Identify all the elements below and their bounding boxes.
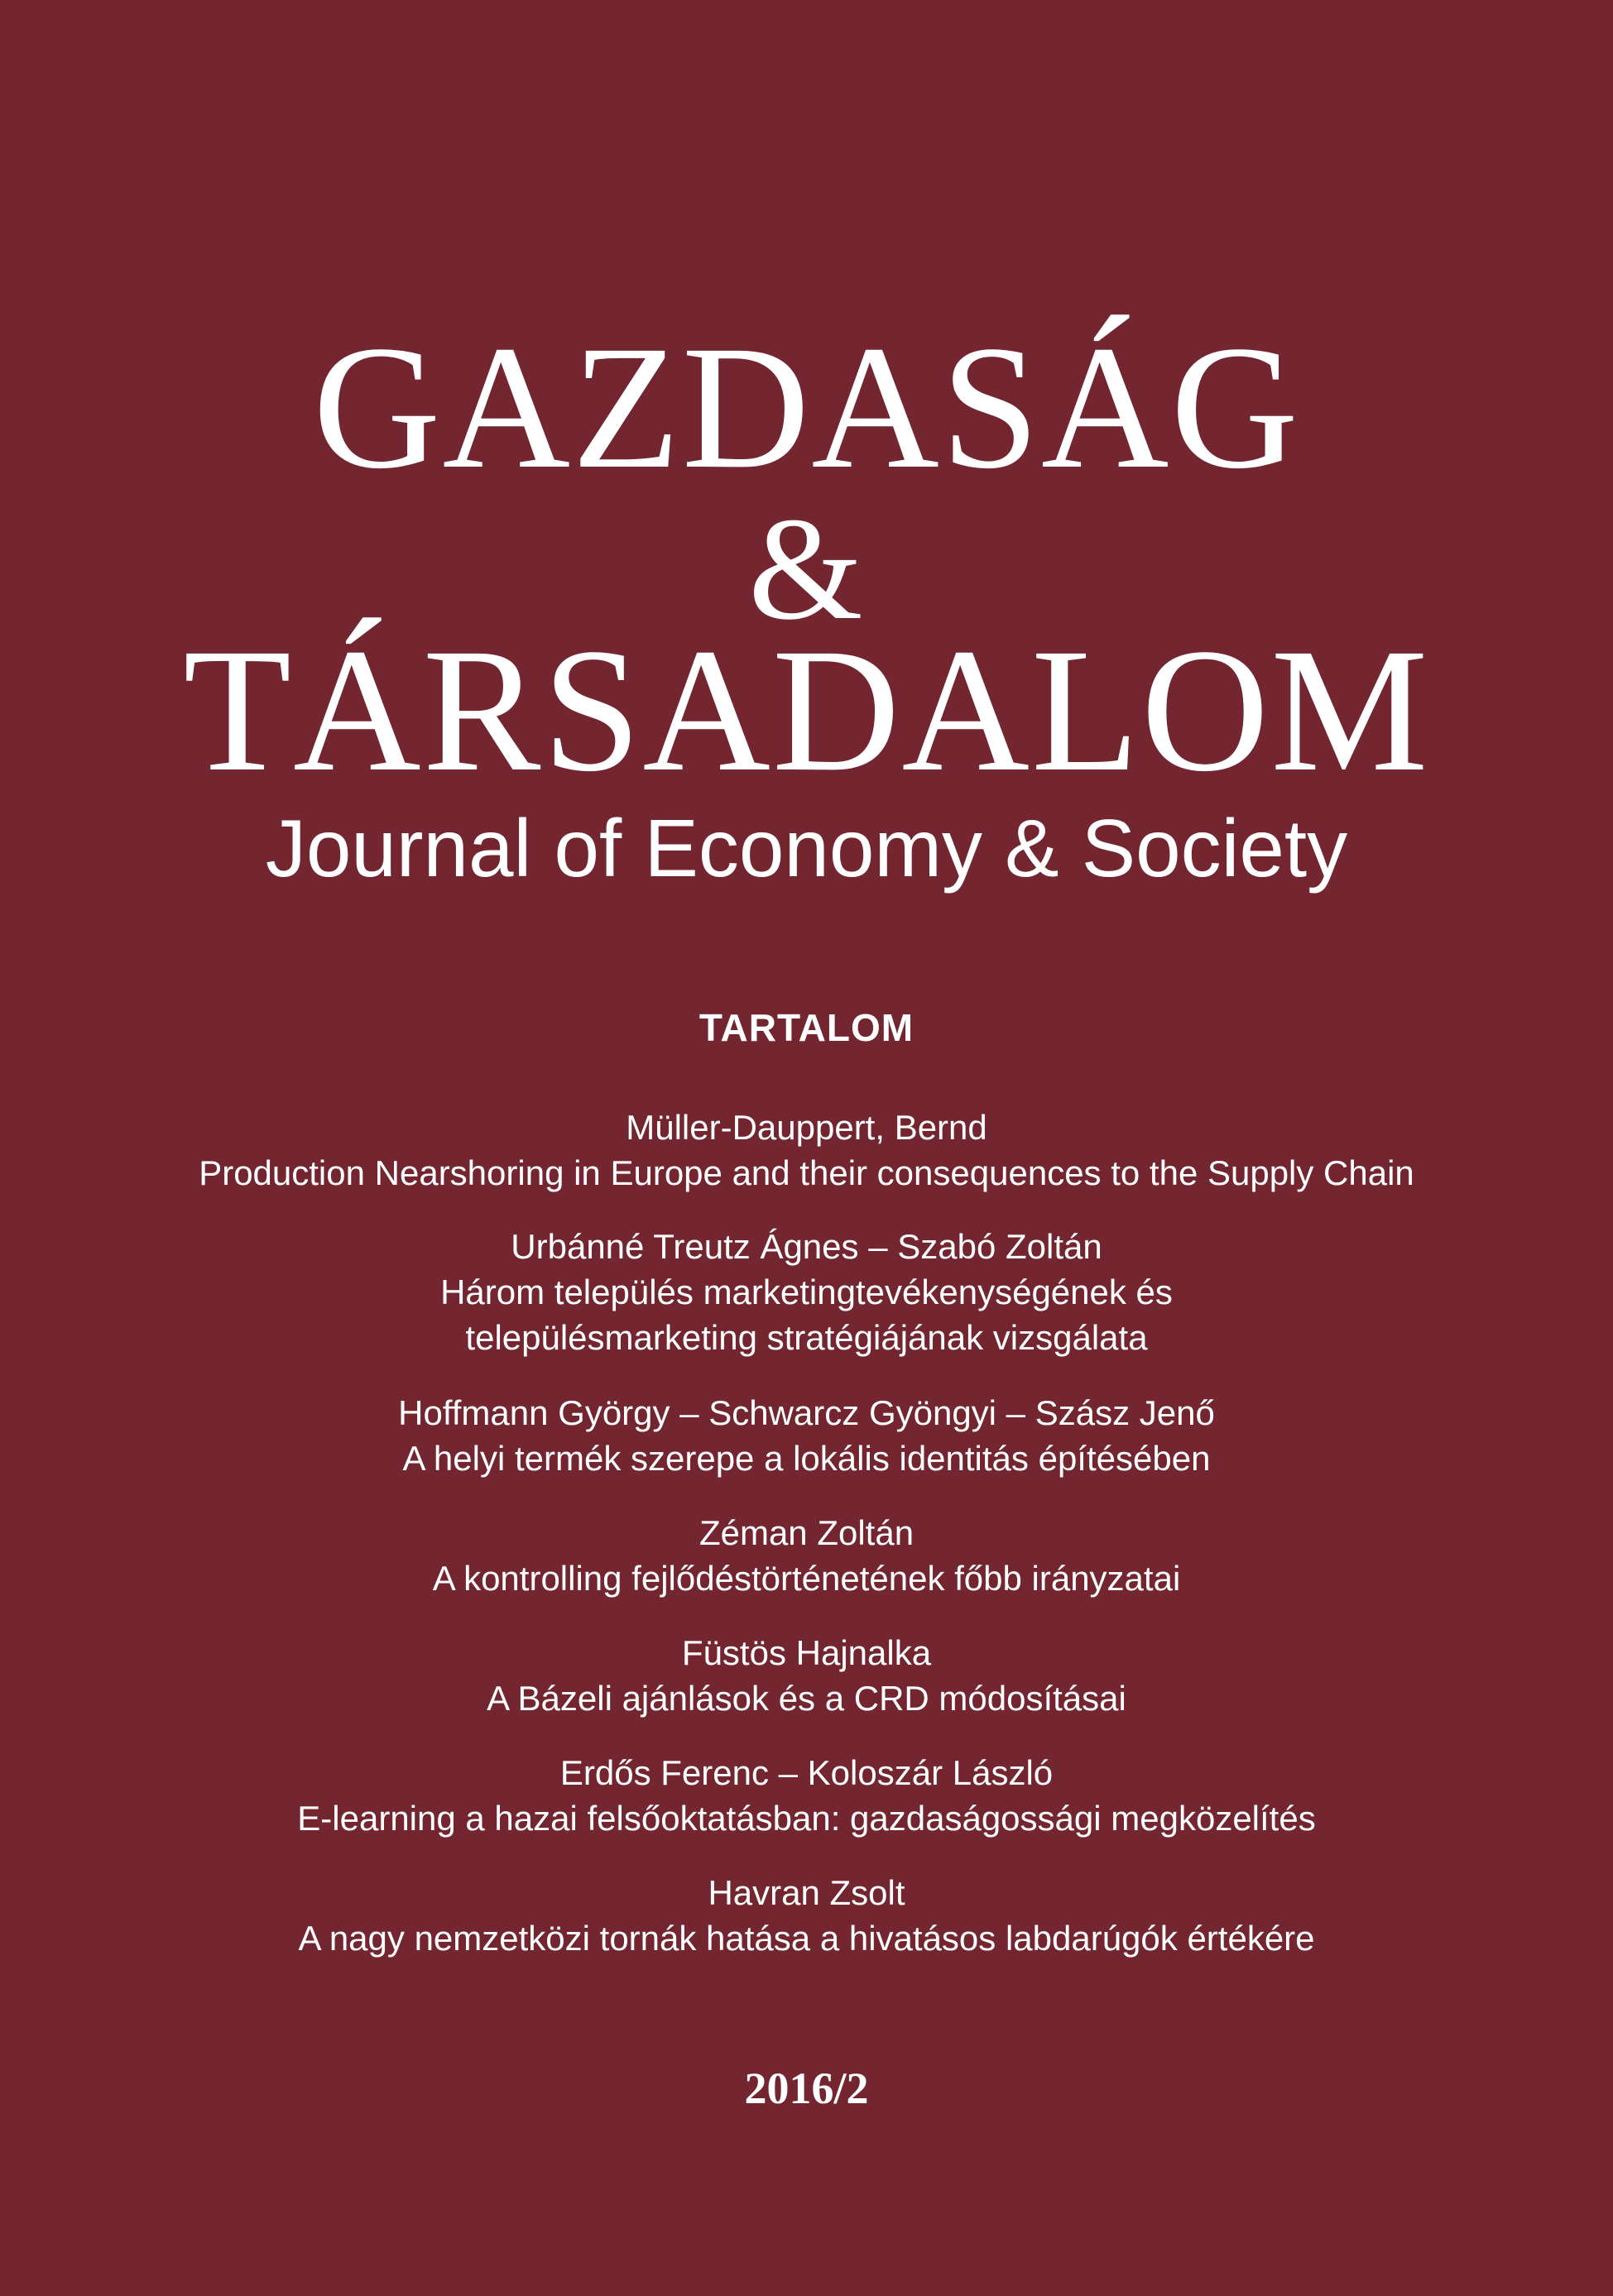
- toc-entry-authors: Havran Zsolt: [708, 1873, 905, 1912]
- toc-entry-authors: Erdős Ferenc – Koloszár László: [559, 1753, 1054, 1792]
- toc-entry-title: A nagy nemzetközi tornák hatása a hivatásos labdarúgók értékére: [298, 1919, 1315, 1958]
- toc-entry-title: A kontrolling fejlődéstörténetének főbb irányzatai: [432, 1559, 1181, 1598]
- journal-title-ampersand: &: [748, 487, 865, 650]
- journal-title-line-1: GAZDASÁG: [313, 309, 1300, 506]
- journal-subtitle: Journal of Economy & Society: [265, 803, 1348, 894]
- toc-entry-title: Három település marketingtevékenységének és: [440, 1273, 1173, 1311]
- toc-entry-title: A Bázeli ajánlások és a CRD módosításai: [487, 1679, 1126, 1718]
- issue-number: 2016/2: [744, 2064, 869, 2113]
- toc-entry-authors: Müller-Dauppert, Bernd: [626, 1108, 987, 1147]
- toc-entry-title: E-learning a hazai felsőoktatásban: gazdaságossági megközelítés: [297, 1799, 1316, 1838]
- toc-entry-authors: Hoffmann György – Schwarcz Gyöngyi – Szász Jenő: [398, 1393, 1215, 1432]
- toc-entry-authors: Urbánné Treutz Ágnes – Szabó Zoltán: [511, 1227, 1102, 1266]
- journal-title-line-2: TÁRSADALOM: [183, 612, 1430, 808]
- toc-entry-authors: Zéman Zoltán: [698, 1513, 915, 1552]
- toc-entry-title: településmarketing stratégiájának vizsgálata: [465, 1318, 1148, 1357]
- toc-entry-title: A helyi termék szerepe a lokális identitás építésében: [402, 1439, 1211, 1478]
- toc-entry-title: Production Nearshoring in Europe and their consequences to the Supply Chain: [199, 1153, 1414, 1192]
- toc-entry-authors: Füstös Hajnalka: [681, 1633, 932, 1672]
- contents-heading: TARTALOM: [698, 1006, 915, 1049]
